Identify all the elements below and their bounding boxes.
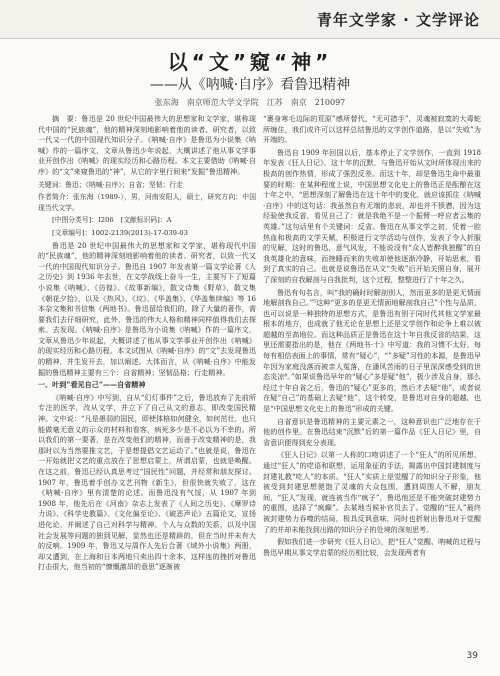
author-byline: 张东海 南京师范大学文学院 江苏 南京 210097 (154, 98, 346, 107)
section-paragraph: 《呐喊·自序》中写到，自从“幻灯事件”之后，鲁迅放弃了先前所专注的医学，改从文学，并立下了自己从文的意志，即改变国民精神。文中说：“凡是愚弱的国民，即使体格如何健全，如何茁壮，也只能做毫无意义的示众的材料和看客，病死多少是不必以为不幸的。所以我们的第一要著，是在改变他们的精神，而善于改变精神的是，我那时以为当然要推文艺，于是想提倡文艺运动了。”也就是说，鲁迅在一开始就把文艺的重点放在了思想启蒙上，所谓启蒙，也就是唤醒。在这之前，鲁迅已经认真思考过“国民性”问题，并经常和朋友探讨。1907 年，鲁迅着手创办文艺刊物《新生》，但很快就失败了，这在《呐喊·自序》里有清楚的论述。而鲁迅没有气馁，从 1907 年到 1908 年，他先后在《河南》杂志上发表了《人间之历史》、《摩罗诗力说》、《科学史教篇》、《文化偏至论》、《破恶声论》五篇论文，宣扬进化论，并阐述了自己对科学与精神、个人与众数的关系，以及中国社会发展等问题的独到见解，显然也还是精辟的，但在当时并未有大的反响。1909 年，鲁迅又与周作人先后合著《域外小说集》两册，却又遭到，在上海和日本两地只卖出四十余本，这样连的挫折对鲁迅打击很大，他当初的“慷慨激昂的意思”逐渐被 (38, 392, 256, 572)
section-heading: 一、叶到“看见自己”——自省精神 (38, 380, 146, 390)
page-number: 39 (466, 651, 478, 661)
journal-name: 青年文学家 · 文学评论 (316, 11, 480, 29)
article-title: 以“文”窥“神” (167, 50, 333, 74)
article-number: [文章编号]：1002-2139(2013)-17-039-03 (52, 228, 188, 237)
body-paragraph: 《狂人日记》以第一人称的口吻讲述了一个“狂人”的所见所想，通过“狂人”的呓语和联想，运用象征的手法，揭露出中国封建制度与封建礼教“吃人”的本质。“狂人”实质上是觉醒了的知识分子形象，他被受到封建思想便饱了灵魂的大众包围，遭到周围人不解，朋友间，“狂人”发现，就连被当作“疯子”，鲁迅他还是不能突破封建势力的重围，选择了“疯癫”。去某地当候补官员去了。觉醒的“狂人”最终被封建势力吞噬的结局，极具反讽意味，同时也折射出鲁迅对于觉醒了的并却未能找到出路的知识分子的处境的深刻思考。 (263, 450, 481, 534)
body-paragraph: 鲁迅自 1909 年回国以后，基本停止了文学创作，一直到 1918 年发表《狂人日记》，这十年的沉默，与鲁迅开始从文时所体现出来的极高的创作热情，形成了强烈反差。而这十年，却是鲁迅生命中最重要的时期：在某种程度上说，中国思想文化史上的鲁迅正是酝酿在这十年之中，“思想深刻了解鲁迅在这十年中的变化，就应该抓住《呐喊·自序》中的这句话：我虽然自有无端的悲哀，却也并不愤懑，因为这经验使我反省，看见自己了：就是我绝不是一个振臂一呼应者云集的英雄。”这句话里有个关键词：反省。鲁迅在从事文学之初，凭着一腔热血和极高的文学天赋，积极进行文学活动与创作，发表了令人折服的见解，这时的鲁迅，意气风发，不能说没有“众人皆醉我独醒”的自我英雄化的意味，而挫睡而来的失败却使他逐渐冷静，开始思索，看到了真实的自己。也就是说鲁迅在从文“失败”后开始关照自身，展开了深刻的自我解剖与自我批判，这个过程，整整进行了十年之久。 (263, 147, 481, 284)
body-paragraph: 假如我们进一步研究《狂人日记》，把“狂人”觉醒、呐喊的过程与鲁迅早期从事文学启蒙的经历相比较，会发现两者有 (263, 537, 481, 557)
classification-line: [中图分类号]：I206 [文献标识码]：A (52, 216, 172, 225)
article-subtitle: ——从《呐喊·自序》看鲁迅精神 (149, 77, 351, 93)
intro-paragraph: 鲁迅是 20 世纪中国最伟大的思想家和文学家，堪称现代中国的“民族魂”，他的精神深刻地影响着他的读者、研究者，以致一代又一代的中国现代知识分子。鲁迅自 1907 年发表第一篇文学论著《人之历史》到 1936 年去世，在文学战线上奋斗一生，主要写下了短篇小说集《呐喊》、《彷徨》、《故事新编》，散文诗集《野草》，散文集《朝花夕拾》，以及《热风》、《坟》、《华盖集》、《华盖集续编》等 16 本杂文集和书信集《两地书》。鲁迅留给我们的，除了大量的著作，需要我们去仔细研究，此外，鲁迅的伟大人格和精神同样值得我们去探索。去发现。《呐喊·自序》是鲁迅为小说集《呐喊》作的一篇序文，文章从鲁迅少年说起，大概讲述了他从事文学事业开创作出《呐喊》的现实经历和心路历程。本文试图从《呐喊·自序》的“文”去发现鲁迅的精神，并生发开去，加以阐述。大体而言，从《呐喊·自序》中能发掘的鲁迅精神主要有三个：自省精神；坚韧品格；行走精神。 (38, 240, 256, 377)
keywords: 关键词：鲁迅；《呐喊·自序》；自省；坚韧；行走 (38, 180, 183, 189)
body-paragraph: 自省意识是鲁迅精神的主要元素之一，这种意识也广泛地存在于他的创作里。在鲁迅结束“沉默”后的第一篇作品《狂人日记》里，自省意识便得到充分表现。 (263, 416, 481, 447)
left-column (38, 114, 256, 644)
right-column (263, 114, 481, 644)
body-paragraph: “裹身寒毛边际的荒原”感所替代，“无可措手”，灵魂被寂寞的大毒蛇所缠住，我们或许可以这样总结鲁迅的文学创作道路，是以“失败”为开端的。 (263, 114, 481, 145)
journal-header (0, 0, 500, 39)
author-info: 作者简介：张东海（1989-），男，河南安阳人，硕士，研究方向：中国现当代文学。 (38, 193, 256, 212)
body-paragraph: 鲁迅有句名言，叫“我的确时时解剖别人，然而更多的是更无情面地解剖我自己。”⁵这种“更多的是更无情面地解剖我自己”个性与品质，也可以说是一种独特的思想方式，是鲁迅有别于同时代其他文学家最根本的地方，也成就了他无论在思想上还是文学创作和论争上难以被超越的至高地位。而这种品质正是鲁迅在这十年自我反省的结果，这里还需要指出的是，他在《两地书·十》中写道：我的习惯不太好，每每有相信表面上的事情，常有“疑心”，“”多疑”习性的本源，是鲁迅早年因为家庭没落而被亲人冤落，在潘风苦雨的日子里深深感受到的世态炎凉⁸。”如果说鲁迅早年的“疑心”多是疑“他”，极少涉及自身，那么经过十年自省之后，鲁迅的“疑心”更多的，然后才去疑“他”，或者说在疑“自己”的基础上去疑“他”，这个转变，是鲁迅对自身的超越，也是“中国思想文化史上的鲁迅”形成的关键。 (263, 287, 481, 414)
abstract: 摘 要：鲁迅是 20 世纪中国最伟大的思想家和文学家，堪称现代中国的“民族魂”，他的精神深刻地影响着他的读者、研究者，以致一代又一代的中国现代知识分子。《呐喊·自序》是鲁迅为小说集《呐喊》作的一篇序文，文章从鲁迅少年说起，大概讲述了他从事文学事业开创作出《呐喊》的现实经历和心路历程。本文主要借助《呐喊·自序》的“文”来窥鲁迅的“神”，从它的字里行间来“发掘”鲁迅精神。 (38, 114, 256, 176)
